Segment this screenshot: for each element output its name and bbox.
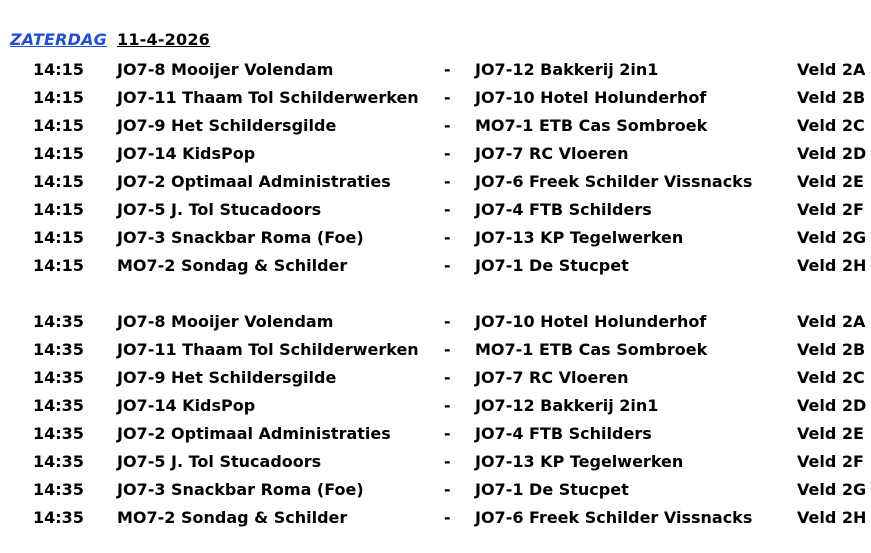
away-team: JO7-13 KP Tegelwerken (475, 228, 684, 247)
match-time: 14:15 (33, 60, 84, 79)
away-team: MO7-1 ETB Cas Sombroek (475, 116, 708, 135)
field-label: Veld 2C (797, 368, 865, 387)
match-time: 14:35 (33, 480, 84, 499)
away-team: JO7-12 Bakkerij 2in1 (475, 396, 659, 415)
match-time: 14:35 (33, 340, 84, 359)
away-team: JO7-1 De Stucpet (475, 480, 629, 499)
table-row (0, 170, 871, 198)
table-row (0, 310, 871, 338)
versus-separator: - (444, 88, 451, 107)
versus-separator: - (444, 144, 451, 163)
table-row (0, 198, 871, 226)
versus-separator: - (444, 340, 451, 359)
versus-separator: - (444, 172, 451, 191)
home-team: JO7-5 J. Tol Stucadoors (117, 200, 322, 219)
versus-separator: - (444, 508, 451, 527)
field-label: Veld 2H (797, 256, 867, 275)
field-label: Veld 2B (797, 340, 866, 359)
away-team: JO7-10 Hotel Holunderhof (475, 312, 707, 331)
away-team: JO7-13 KP Tegelwerken (475, 452, 684, 471)
home-team: JO7-5 J. Tol Stucadoors (117, 452, 322, 471)
versus-separator: - (444, 312, 451, 331)
field-label: Veld 2B (797, 88, 866, 107)
home-team: JO7-8 Mooijer Volendam (117, 60, 334, 79)
versus-separator: - (444, 396, 451, 415)
home-team: JO7-14 KidsPop (117, 144, 256, 163)
table-row (0, 226, 871, 254)
match-time: 14:15 (33, 256, 84, 275)
home-team: JO7-8 Mooijer Volendam (117, 312, 334, 331)
field-label: Veld 2G (797, 228, 867, 247)
match-time: 14:35 (33, 452, 84, 471)
home-team: JO7-9 Het Schildersgilde (117, 368, 337, 387)
table-row (0, 86, 871, 114)
table-row (0, 506, 871, 534)
home-team: JO7-2 Optimaal Administraties (117, 172, 391, 191)
field-label: Veld 2A (797, 312, 866, 331)
home-team: JO7-14 KidsPop (117, 396, 256, 415)
home-team: JO7-11 Thaam Tol Schilderwerken (117, 340, 419, 359)
field-label: Veld 2E (797, 172, 864, 191)
match-time: 14:15 (33, 144, 84, 163)
versus-separator: - (444, 200, 451, 219)
field-label: Veld 2G (797, 480, 867, 499)
home-team: MO7-2 Sondag & Schilder (117, 508, 348, 527)
away-team: JO7-4 FTB Schilders (475, 200, 652, 219)
day-label: ZATERDAG (10, 30, 108, 49)
table-row (0, 142, 871, 170)
match-list (0, 58, 871, 534)
table-row (0, 478, 871, 506)
date-label: 11-4-2026 (117, 30, 211, 49)
away-team: JO7-6 Freek Schilder Vissnacks (475, 172, 753, 191)
match-time: 14:35 (33, 508, 84, 527)
match-time: 14:15 (33, 116, 84, 135)
away-team: JO7-7 RC Vloeren (475, 368, 629, 387)
field-label: Veld 2A (797, 60, 866, 79)
home-team: JO7-3 Snackbar Roma (Foe) (117, 480, 364, 499)
field-label: Veld 2D (797, 144, 867, 163)
table-row (0, 394, 871, 422)
home-team: JO7-3 Snackbar Roma (Foe) (117, 228, 364, 247)
table-row (0, 366, 871, 394)
away-team: JO7-10 Hotel Holunderhof (475, 88, 707, 107)
field-label: Veld 2D (797, 396, 867, 415)
match-time: 14:35 (33, 312, 84, 331)
match-time: 14:35 (33, 368, 84, 387)
table-row (0, 338, 871, 366)
block-spacer (0, 282, 871, 310)
match-time: 14:15 (33, 228, 84, 247)
versus-separator: - (444, 480, 451, 499)
match-time: 14:15 (33, 200, 84, 219)
versus-separator: - (444, 228, 451, 247)
away-team: JO7-1 De Stucpet (475, 256, 629, 275)
away-team: JO7-12 Bakkerij 2in1 (475, 60, 659, 79)
schedule-header (0, 30, 871, 56)
away-team: MO7-1 ETB Cas Sombroek (475, 340, 708, 359)
home-team: JO7-11 Thaam Tol Schilderwerken (117, 88, 419, 107)
match-time: 14:35 (33, 424, 84, 443)
away-team: JO7-6 Freek Schilder Vissnacks (475, 508, 753, 527)
match-block-2 (0, 310, 871, 534)
match-time: 14:15 (33, 88, 84, 107)
home-team: MO7-2 Sondag & Schilder (117, 256, 348, 275)
away-team: JO7-4 FTB Schilders (475, 424, 652, 443)
versus-separator: - (444, 116, 451, 135)
match-time: 14:15 (33, 172, 84, 191)
match-time: 14:35 (33, 396, 84, 415)
table-row (0, 114, 871, 142)
field-label: Veld 2H (797, 508, 867, 527)
table-row (0, 58, 871, 86)
away-team: JO7-7 RC Vloeren (475, 144, 629, 163)
table-row (0, 450, 871, 478)
versus-separator: - (444, 368, 451, 387)
versus-separator: - (444, 452, 451, 471)
table-row (0, 422, 871, 450)
home-team: JO7-2 Optimaal Administraties (117, 424, 391, 443)
field-label: Veld 2F (797, 200, 864, 219)
versus-separator: - (444, 424, 451, 443)
table-row (0, 254, 871, 282)
match-block-1 (0, 58, 871, 282)
versus-separator: - (444, 60, 451, 79)
field-label: Veld 2C (797, 116, 865, 135)
home-team: JO7-9 Het Schildersgilde (117, 116, 337, 135)
field-label: Veld 2F (797, 452, 864, 471)
versus-separator: - (444, 256, 451, 275)
field-label: Veld 2E (797, 424, 864, 443)
